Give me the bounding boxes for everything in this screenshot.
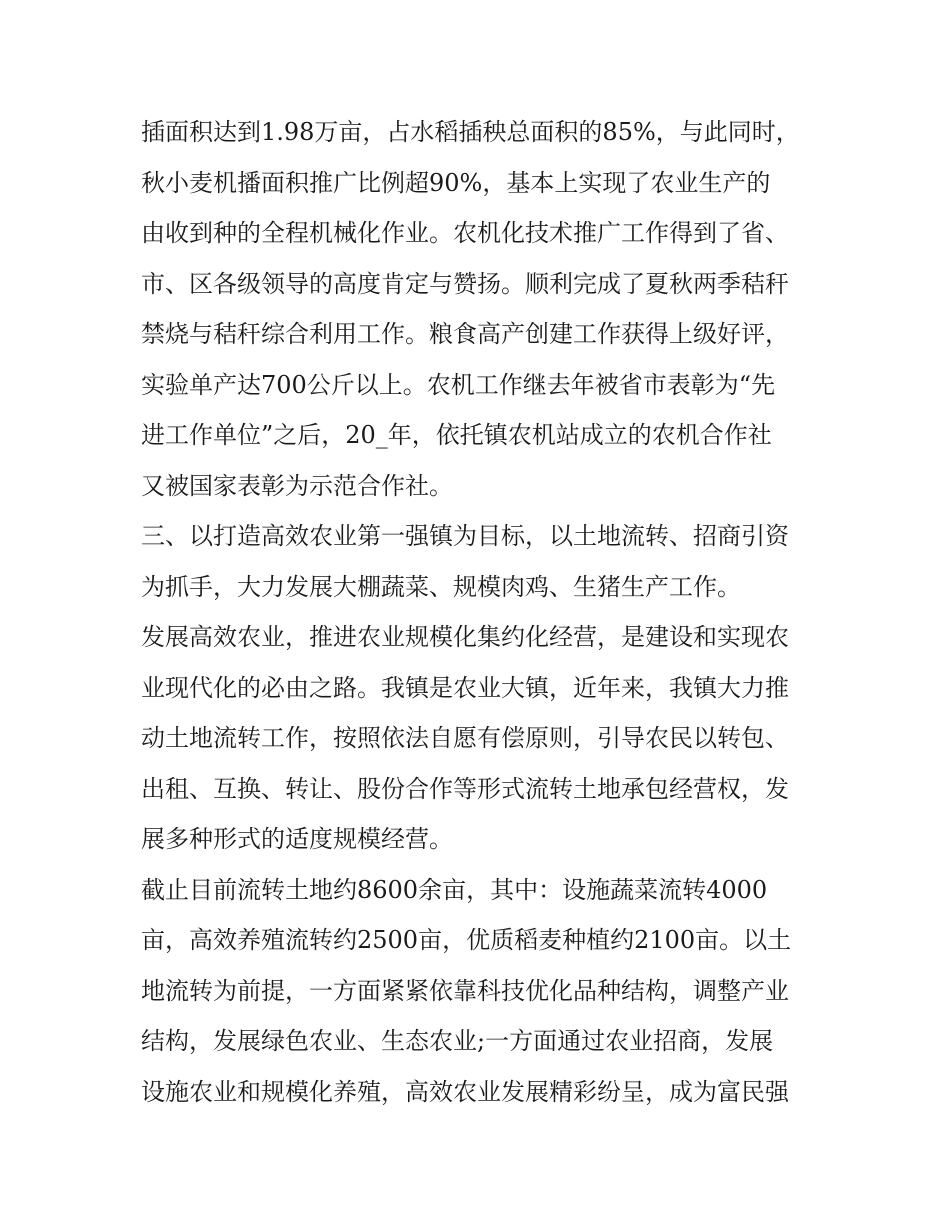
text-line: 由收到种的全程机械化作业。农机化技术推广工作得到了省、 — [141, 219, 789, 247]
text-line: 秋小麦机播面积推广比例超90%，基本上实现了农业生产的 — [141, 168, 771, 197]
text-line: 展多种形式的适度规模经营。 — [141, 825, 453, 853]
text-line: 禁烧与秸秆综合利用工作。粮食高产创建工作获得上级好评， — [141, 320, 789, 348]
text-line: 出租、互换、转让、股份合作等形式流转土地承包经营权，发 — [141, 774, 789, 803]
text-line: 市、区各级领导的高度肯定与赞扬。顺利完成了夏秋两季秸秆 — [141, 269, 789, 298]
text-line: 地流转为前提，一方面紧紧依靠科技优化品种结构，调整产业 — [141, 976, 789, 1005]
text-line: 又被国家表彰为示范合作社。 — [141, 471, 453, 500]
text-line: 截止目前流转土地约8600余亩，其中：设施蔬菜流转4000 — [141, 875, 768, 904]
text-line: 设施农业和规模化养殖，高效农业发展精彩纷呈，成为富民强 — [141, 1077, 789, 1106]
text-line: 业现代化的必由之路。我镇是农业大镇，近年来，我镇大力推 — [141, 673, 789, 702]
text-line: 亩，高效养殖流转约2500亩，优质稻麦种植约2100亩。以土 — [141, 926, 792, 954]
text-line: 进工作单位”之后，20_年，依托镇农机站成立的农机合作社 — [141, 421, 772, 449]
text-line: 结构，发展绿色农业、生态农业;一方面通过农业招商，发展 — [141, 1027, 774, 1055]
text-line: 插面积达到1.98万亩，占水稻插秧总面积的85%，与此同时， — [141, 118, 800, 146]
text-line: 发展高效农业，推进农业规模化集约化经营，是建设和实现农 — [141, 623, 789, 651]
text-line: 动土地流转工作，按照依法自愿有偿原则，引导农民以转包、 — [141, 724, 789, 752]
section-heading-line: 三、以打造高效农业第一强镇为目标，以土地流转、招商引资 — [141, 522, 789, 550]
section-heading-line: 为抓手，大力发展大棚蔬菜、规模肉鸡、生猪生产工作。 — [141, 572, 741, 601]
text-line: 实验单产达700公斤以上。农机工作继去年被省市表彰为“先 — [141, 370, 776, 399]
document-body — [141, 107, 821, 1117]
